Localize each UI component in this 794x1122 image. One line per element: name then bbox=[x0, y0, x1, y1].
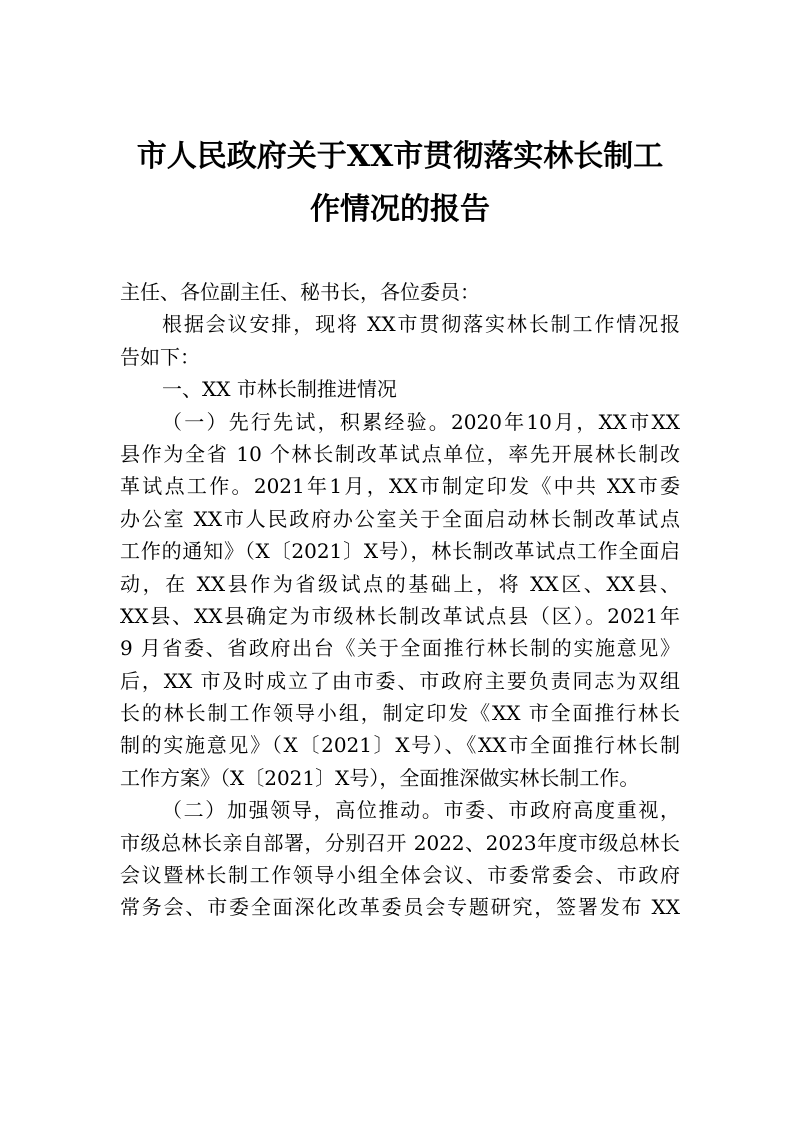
body-text-line: 根据会议安排，现将 XX市贯彻落实林长制工作情况报 bbox=[162, 312, 680, 337]
body-text-line: 动，在 XX县作为省级试点的基础上，将 XX区、XX县、 bbox=[120, 571, 680, 596]
body-text-line: XX县、XX县确定为市级林长制改革试点县（区）。2021年 bbox=[120, 603, 680, 628]
body-text-line: 长的林长制工作领导小组，制定印发《XX 市全面推行林长 bbox=[120, 701, 680, 726]
body-text-line: 后，XX 市及时成立了由市委、市政府主要负责同志为双组 bbox=[120, 668, 680, 693]
body-text-line: 市级总林长亲自部署，分别召开 2022、2023年度市级总林长 bbox=[120, 830, 680, 855]
body-text-line: 常务会、市委全面深化改革委员会专题研究，签署发布 XX bbox=[120, 895, 680, 920]
document-title-line-2: 作情况的报告 bbox=[310, 192, 490, 227]
body-text-line: 革试点工作。2021年1月，XX市制定印发《中共 XX市委 bbox=[120, 474, 680, 499]
body-text-line: 办公室 XX市人民政府办公室关于全面启动林长制改革试点 bbox=[120, 506, 680, 531]
body-text-line: 县作为全省 10 个林长制改革试点单位，率先开展林长制改 bbox=[120, 441, 680, 466]
body-text-line: 9 月省委、省政府出台《关于全面推行林长制的实施意见》 bbox=[120, 636, 680, 661]
section-heading: 一、XX 市林长制推进情况 bbox=[162, 377, 397, 402]
body-text-line: 工作方案》（X〔2021〕X号），全面推深做实林长制工作。 bbox=[120, 765, 640, 790]
body-text-line: 会议暨林长制工作领导小组全体会议、市委常委会、市政府 bbox=[120, 863, 680, 888]
body-text-line: 告如下： bbox=[120, 344, 200, 369]
body-text-line: 制的实施意见》（X〔2021〕X号）、《XX市全面推行林长制 bbox=[120, 733, 680, 758]
body-text-line: （一）先行先试，积累经验。2020年10月，XX市XX bbox=[162, 409, 680, 434]
body-text-line: （二）加强领导，高位推动。市委、市政府高度重视， bbox=[162, 798, 680, 823]
document-body bbox=[120, 276, 680, 924]
document-title-line-1: 市人民政府关于XX市贯彻落实林长制工 bbox=[136, 139, 664, 174]
salutation-line: 主任、各位副主任、秘书长，各位委员： bbox=[120, 280, 480, 304]
body-text-line: 工作的通知》（X〔2021〕X号），林长制改革试点工作全面启 bbox=[120, 539, 680, 564]
